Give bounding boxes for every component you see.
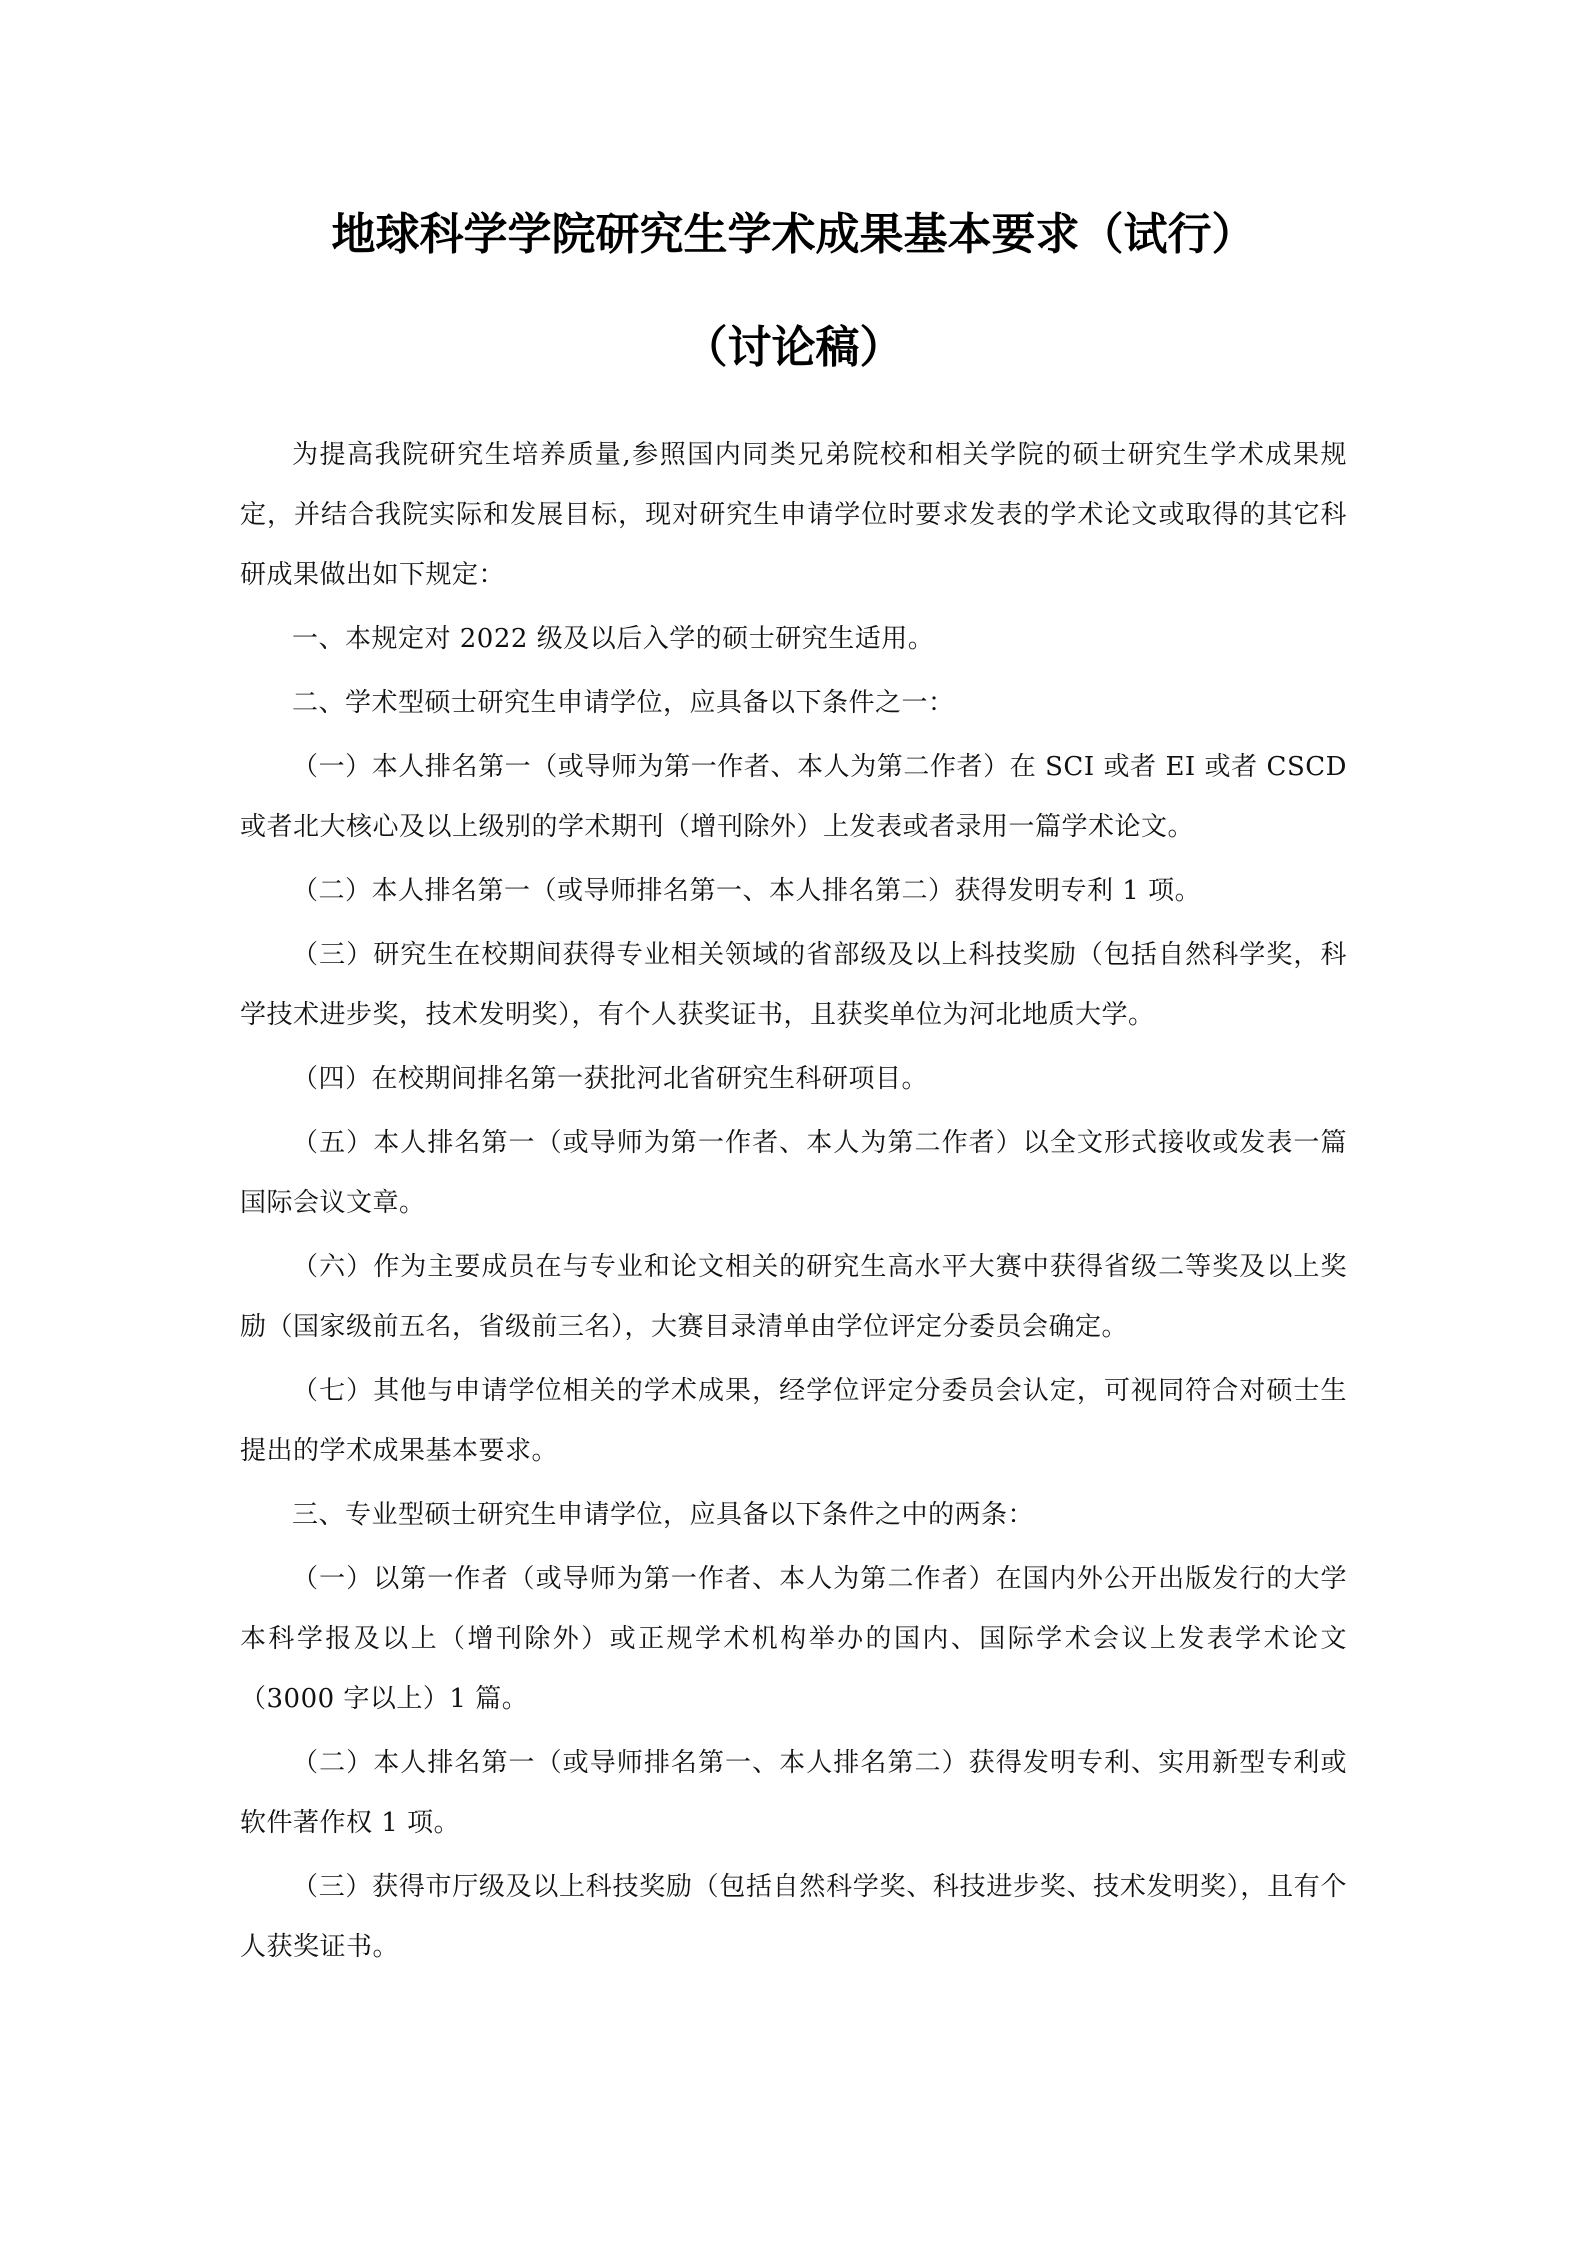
paragraph-scope: 一、本规定对 2022 级及以后入学的硕士研究生适用。 [292, 624, 935, 654]
paragraph-academic-item-6: （六）作为主要成员在与专业和论文相关的研究生高水平大赛中获得省级二等奖及以上奖励（国家级前五名，省级前三名），大赛目录清单由学位评定分委员会确定。 [240, 1252, 1347, 1342]
paragraph-professional-item-2: （二）本人排名第一（或导师排名第一、本人排名第二）获得发明专利、实用新型专利或软件著作权 1 项。 [240, 1748, 1347, 1838]
document-title: 地球科学学院研究生学术成果基本要求（试行） [331, 209, 1256, 260]
document-subtitle: （讨论稿） [683, 322, 904, 373]
paragraph-intro: 为提高我院研究生培养质量,参照国内同类兄弟院校和相关学院的硕士研究生学术成果规定，并结合我院实际和发展目标，现对研究生申请学位时要求发表的学术论文或取得的其它科研成果做出如下规定： [240, 440, 1347, 590]
paragraph-academic-item-1: （一）本人排名第一（或导师为第一作者、本人为第二作者）在 SCI 或者 EI 或者 CSCD 或者北大核心及以上级别的学术期刊（增刊除外）上发表或者录用一篇学术论文。 [240, 752, 1347, 842]
paragraph-academic-item-3: （三）研究生在校期间获得专业相关领域的省部级及以上科技奖励（包括自然科学奖，科学技术进步奖，技术发明奖），有个人获奖证书，且获奖单位为河北地质大学。 [240, 940, 1347, 1030]
paragraph-academic-item-5: （五）本人排名第一（或导师为第一作者、本人为第二作者）以全文形式接收或发表一篇国际会议文章。 [240, 1128, 1347, 1218]
document-body [240, 425, 1347, 1977]
paragraph-academic-heading: 二、学术型硕士研究生申请学位，应具备以下条件之一： [292, 688, 955, 718]
paragraph-professional-item-1: （一）以第一作者（或导师为第一作者、本人为第二作者）在国内外公开出版发行的大学本科学报及以上（增刊除外）或正规学术机构举办的国内、国际学术会议上发表学术论文（3000 字以上）1 篇。 [240, 1564, 1347, 1714]
paragraph-professional-item-3: （三）获得市厅级及以上科技奖励（包括自然科学奖、科技进步奖、技术发明奖），且有个人获奖证书。 [240, 1872, 1347, 1962]
paragraph-professional-heading: 三、专业型硕士研究生申请学位，应具备以下条件之中的两条： [292, 1500, 1035, 1530]
paragraph-academic-item-2: （二）本人排名第一（或导师排名第一、本人排名第二）获得发明专利 1 项。 [292, 876, 1202, 906]
paragraph-academic-item-7: （七）其他与申请学位相关的学术成果，经学位评定分委员会认定，可视同符合对硕士生提出的学术成果基本要求。 [240, 1376, 1347, 1466]
paragraph-academic-item-4: （四）在校期间排名第一获批河北省研究生科研项目。 [292, 1064, 929, 1094]
